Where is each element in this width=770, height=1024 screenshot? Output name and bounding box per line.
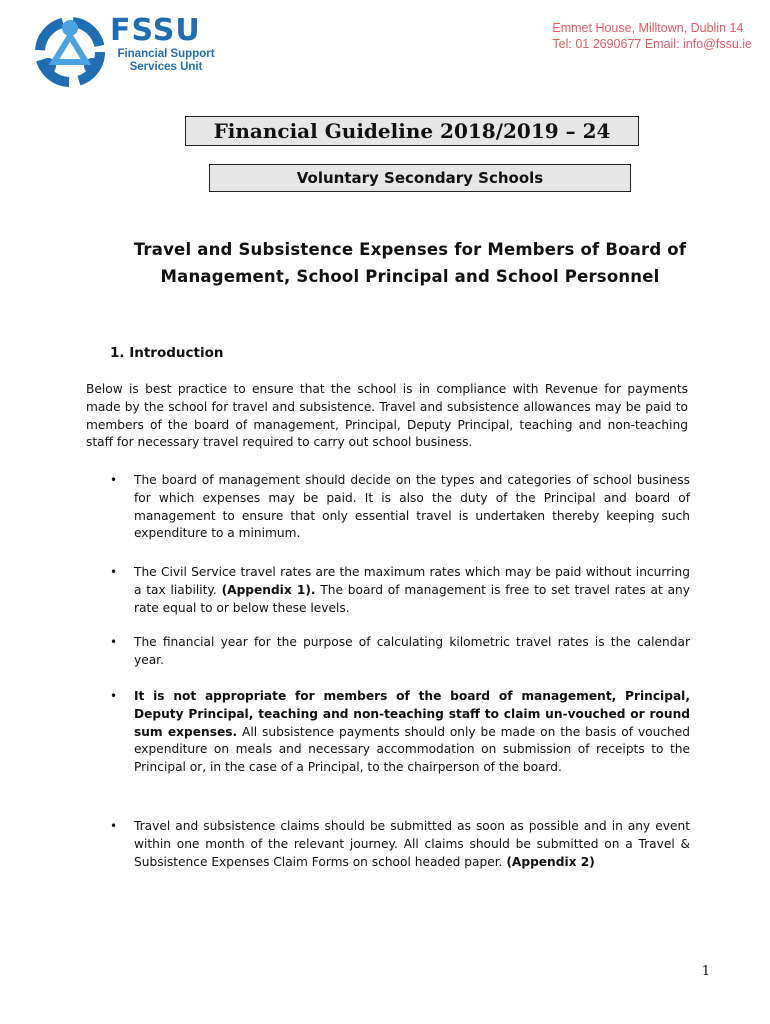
logo-subtitle-line2: Services Unit [129,61,203,73]
list-item [110,472,690,543]
bullet-text: The board of management should decide on the types and categories of school business for which expenses may be paid. It is also the duty of the Principal and board of management to ensure that only essential travel is undertaken thereby keeping such expenditure to a minimum. [134,473,690,541]
heading-line-2: Management, School Principal and School Personnel [160,267,660,286]
bullet-icon: • [110,635,118,649]
bullet-icon: • [110,565,118,579]
bullet-bold-text: (Appendix 2) [506,854,595,869]
contact-address: Emmet House, Milltown, Dublin 14 [552,21,744,35]
list-item [110,688,690,777]
intro-paragraph: Below is best practice to ensure that the school is in compliance with Revenue for payments made by the school for travel and subsistence. Travel and subsistence allowances may be paid to members of the board of management, Principal, Deputy Principal, teaching and non-teaching staff for necessary travel required to carry out school business. [86,382,688,450]
contact-phone-email: Tel: 01 2690677 Email: info@fssu.ie [552,37,752,51]
list-item [110,818,690,871]
document-title: Financial Guideline 2018/2019 – 24 [185,116,639,146]
list-item [110,634,690,670]
bullet-text-cont: The board of management is free to set travel rates at any rate equal to or below these levels. [134,582,690,615]
page-number: 1 [701,964,710,979]
bullet-bold-text: It is not appropriate for members of the board of management, Principal, Deputy Principal, teaching and non-teaching staff to claim un-vouched or round sum expenses. [134,689,690,739]
logo-subtitle-line1: Financial Support [117,48,215,60]
fssu-logo [32,12,222,96]
document-heading [90,236,730,290]
bullet-icon: • [110,473,118,487]
logo-wordmark: FSSU [110,13,201,48]
heading-line-1: Travel and Subsistence Expenses for Members of Board of [133,240,687,259]
bullet-icon: • [110,819,118,833]
bullet-icon: • [110,689,118,703]
bullet-text-cont: All subsistence payments should only be made on the basis of vouched expenditure on meals and necessary accommodation on submission of receipts to the Principal or, in the case of a Principal, to the chairperson of the board. [134,724,690,775]
bullet-text: The Civil Service travel rates are the maximum rates which may be paid without incurring a tax liability. [134,565,690,597]
section-title: 1. Introduction [110,345,224,361]
list-item [110,564,690,617]
document-subtitle: Voluntary Secondary Schools [209,164,631,192]
fssu-logo-icon [32,14,108,90]
bullet-text: The financial year for the purpose of calculating kilometric travel rates is the calendar year. [134,635,690,667]
bullet-bold-text: (Appendix 1). [221,582,316,597]
bullet-text: Travel and subsistence claims should be submitted as soon as possible and in any event within one month of the relevant journey. All claims should be submitted on a Travel & Subsistence Expenses Claim Forms on school headed paper. [134,819,690,869]
contact-block [552,20,752,52]
